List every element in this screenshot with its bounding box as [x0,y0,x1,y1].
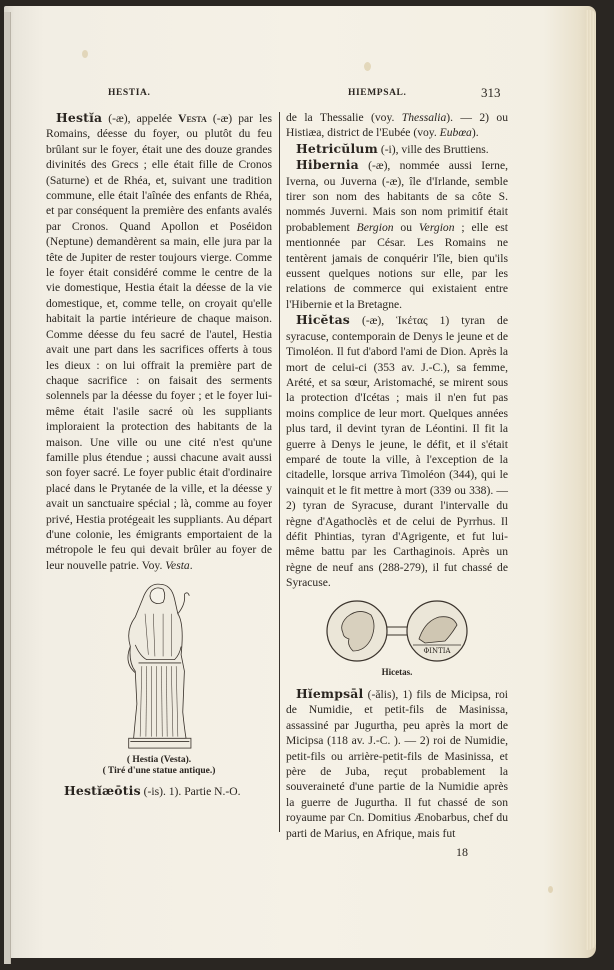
headword: Hicĕtas [296,312,350,328]
entry-text: (-æ) par les Romains, déesse du foyer, ou plutôt du feu brûlant sur le foyer, était une des douze grandes divinités des Grecs ; elle était fille de Cronos (Saturne) et de Rhéa, et, suivant une tradition commune, elle était l'aînée des enfants de Rhéa, et par conséquent la première des enfants avalés par Cronos. Quand Apollon et Poséidon (Neptune) demandèrent sa main, elle jura par la tête de Jupiter de rester toujours vierge. Comme le foyer était considéré comme le centre de la vie domestique, Hestia était la déesse de la vie domestique, et, comme telle, on croyait qu'elle habitait la partie intérieure de chaque maison. Comme déesse du feu sacré de l'autel, Hestia avait une part dans les sacrifices offerts à tous les dieux : on lui offrait la première part de chaque sacrifice : on faisait des serments solennels par la déesse du foyer ; et le foyer lui-même était l'asile sacré où les suppliants imploraient la protection des habitants de la maison. Une ville ou une cité n'est qu'une famille plus étendue ; aussi chacune avait aussi son foyer sacré. Le foyer public était d'ordinaire placé dans le Prytanée de la ville, et la déesse y avait un sanctuaire spécial ; là, comme au foyer privé, Hestia protégeait les suppliants. Au départ d'une colonie, les émigrants emportaient de la métropole le feu qui devait brûler au foyer de leur nouvelle patrie. Voy. [46,112,272,572]
entry-text: ; elle est mentionnée par César. Les Romains ne tentèrent jamais de conquérir l'île, bien qu'ils eussent quelques notions sur elle, par les relations de commerce qui existaient entre l'Hibernie et la Bretagne. [286,220,508,311]
smallcaps-name: Vesta [178,112,207,125]
cross-reference: Eubœa [439,126,472,140]
entry-text: ou [393,220,419,234]
signature-mark: 18 [456,845,468,860]
foxing-spot [548,886,553,893]
coin-legend: ΦΙΝΤΙΑ [423,646,451,655]
page-binding-edge [4,12,11,964]
entry-hestiaeotis [46,783,272,799]
caption-source: ( Tiré d'une statue antique.) [102,766,216,777]
column-divider [279,112,280,832]
cross-reference: Vesta [165,558,190,572]
foxing-spot [82,50,88,58]
coin-engraving [325,599,469,663]
headword: Hĭempsāl [296,686,364,701]
hestia-statue-illustration [104,581,214,753]
italic-name: Bergion [356,220,394,234]
headword: Hestĭæōtis [64,783,141,799]
entry-hibernia [286,157,508,312]
running-head-left: HESTIA. [108,88,151,98]
entry-hiempsal [286,686,508,841]
entry-text: ). — 2) ou Histiæa, district de l'Eubée (voy. [286,111,508,140]
headword: Hibernia [296,157,359,173]
statue-engraving [104,581,214,753]
hicetas-coin-illustration [325,599,469,663]
headword: Hetricŭlum [296,140,378,156]
entry-text: (-æ), appelée [102,112,179,125]
running-head [0,86,614,102]
entry-continuation [286,110,508,141]
page-number: 313 [481,85,501,100]
entry-text: (-is). 1). Partie N.-O. [140,785,241,799]
entry-text: ). [471,126,479,140]
entry-text: . [189,558,193,572]
left-column [46,110,272,800]
running-head-right: HIEMPSAL. [348,88,407,98]
coin-caption: Hicetas. [381,666,413,677]
entry-hicetas [286,312,508,590]
cross-reference: Thessalia [401,111,447,124]
foxing-spot [364,62,371,71]
entry-hestia [46,110,272,573]
entry-hetriculum [286,141,508,157]
italic-name: Vergion [418,220,455,234]
entry-text: (-æ), Ἱκέτας 1) tyran de syracuse, contemporain de Denys le jeune et de Timoléon. Il fut d'abord l'ami de Dion. Après la mort de celui-ci (353 av. J.-C.), sa femme, Arété, et sa sœur, Aristomaché, se mirent sous la protection d'Icétas ; mais il n'en fut pas moins complice de leur mort. Quelques années plus tard, il devint tyran de Léontini. Il fit la guerre à Denys le jeune, le défit, et il s'était emparé de toute la ville, à l'exception de la citadelle, lorsque arriva Timoléon (344), qui le vainquit et le fit mettre à mort (339 ou 338). — 2) tyran de Syracuse, durant l'intervalle du règne d'Agathoclès et de celui de Pyrrhus. Il défit Phintias, tyran d'Agrigente, et fut lui-même battu par les Carthaginois. Après un règne de neuf ans (288-279), il fut chassé de Syracuse. [286,314,508,590]
headword: Hestĭa [56,110,103,125]
caption-title: ( Hestia (Vesta). [126,755,192,766]
figure-caption [46,755,272,777]
entry-text: (-æ), nommée aussi Ierne, Iverna, ou Juverna (-æ), île d'Irlande, semble tirer son nom des habitants de sa côte S. nommés Juverni. Mais son nom primitif était probablement [286,159,508,234]
entry-text: (-i), ville des Bruttiens. [377,142,489,156]
right-column [286,110,508,860]
page-fore-edge [586,10,596,950]
entry-text: de la Thessalie (voy. [286,111,402,124]
entry-text: (-ălis), 1) fils de Micipsa, roi de Numidie, et petit-fils de Masinissa, assassiné par Jugurtha, peu après la mort de Micipsa (118 av. J.-C. ). — 2) roi de Numidie, petit-fils ou arrière-petit-fils de Masinissa, et père de Juba, reçut probablement la souveraineté d'une partie de la Numidie après la guerre de Jugurtha. Il fut chassé de son royaume par Cn. Domitius Ænobarbus, chef du parti de Marius, en Afrique, mais fut [286,688,508,840]
